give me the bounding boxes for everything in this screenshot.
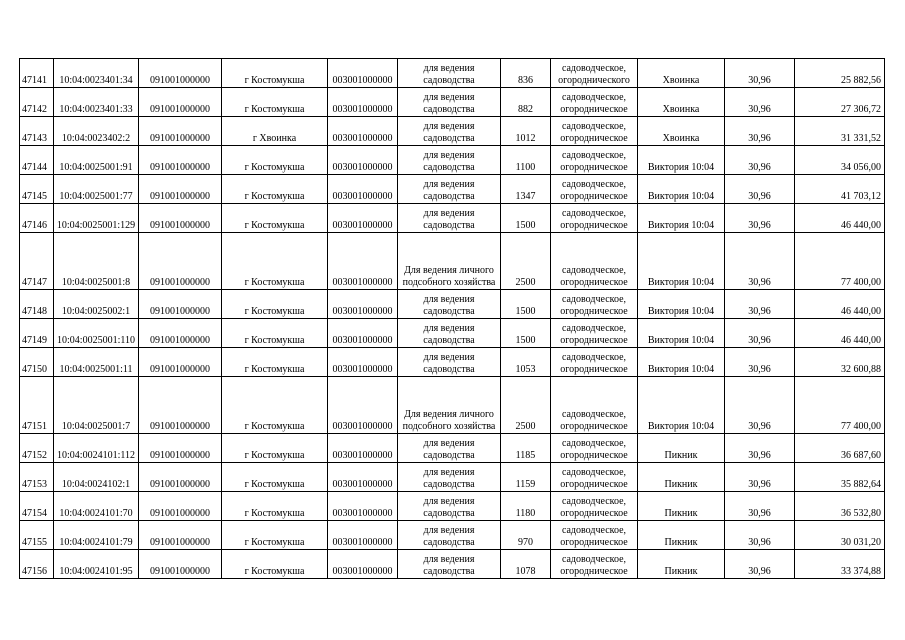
rate-cell: 30,96 [725,377,795,434]
area-cell: 882 [501,88,551,117]
table-row [20,492,885,521]
okato-code-cell: 091001000000 [139,463,222,492]
locality-cell: г Костомукша [222,319,328,348]
association-name-cell: Пикник [638,434,725,463]
rate-cell: 30,96 [725,175,795,204]
cadastral-value-cell: 77 400,00 [795,377,885,434]
association-name-cell: Пикник [638,550,725,579]
locality-cell: г Костомукша [222,463,328,492]
table-row [20,59,885,88]
association-name-cell: Виктория 10:04 [638,146,725,175]
okato-code-cell: 091001000000 [139,175,222,204]
permitted-use-cell: для ведения садоводства [398,146,501,175]
category-cell: садоводческое, огородническое [551,377,638,434]
area-cell: 1180 [501,492,551,521]
association-name-cell: Виктория 10:04 [638,233,725,290]
row-number-cell: 47141 [20,59,54,88]
locality-cell: г Костомукша [222,521,328,550]
table-row [20,377,885,434]
area-cell: 1053 [501,348,551,377]
oktmo-code-cell: 003001000000 [328,146,398,175]
category-cell: садоводческое, огородническое [551,204,638,233]
permitted-use-cell: для ведения садоводства [398,117,501,146]
okato-code-cell: 091001000000 [139,59,222,88]
row-number-cell: 47143 [20,117,54,146]
table-row [20,463,885,492]
okato-code-cell: 091001000000 [139,492,222,521]
cadastral-number-cell: 10:04:0025001:8 [54,233,139,290]
table-row [20,146,885,175]
permitted-use-cell: для ведения садоводства [398,521,501,550]
association-name-cell: Хвоинка [638,59,725,88]
table-row [20,434,885,463]
area-cell: 1347 [501,175,551,204]
category-cell: садоводческое, огородническое [551,521,638,550]
row-number-cell: 47154 [20,492,54,521]
table-row [20,290,885,319]
category-cell: садоводческое, огородническое [551,348,638,377]
area-cell: 1500 [501,319,551,348]
category-cell: садоводческое, огородническое [551,146,638,175]
cadastral-value-cell: 46 440,00 [795,204,885,233]
locality-cell: г Костомукша [222,492,328,521]
cadastral-value-cell: 36 532,80 [795,492,885,521]
locality-cell: г Костомукша [222,233,328,290]
row-number-cell: 47150 [20,348,54,377]
rate-cell: 30,96 [725,88,795,117]
rate-cell: 30,96 [725,492,795,521]
locality-cell: г Костомукша [222,204,328,233]
rate-cell: 30,96 [725,521,795,550]
cadastral-number-cell: 10:04:0024101:112 [54,434,139,463]
rate-cell: 30,96 [725,550,795,579]
area-cell: 1500 [501,204,551,233]
permitted-use-cell: для ведения садоводства [398,59,501,88]
cadastral-number-cell: 10:04:0025001:91 [54,146,139,175]
table-body [20,59,885,579]
permitted-use-cell: для ведения садоводства [398,463,501,492]
oktmo-code-cell: 003001000000 [328,377,398,434]
oktmo-code-cell: 003001000000 [328,204,398,233]
association-name-cell: Пикник [638,521,725,550]
okato-code-cell: 091001000000 [139,146,222,175]
category-cell: садоводческое, огородническое [551,434,638,463]
cadastral-number-cell: 10:04:0024101:70 [54,492,139,521]
association-name-cell: Виктория 10:04 [638,204,725,233]
cadastral-value-cell: 31 331,52 [795,117,885,146]
cadastral-number-cell: 10:04:0024102:1 [54,463,139,492]
oktmo-code-cell: 003001000000 [328,290,398,319]
cadastral-number-cell: 10:04:0023401:33 [54,88,139,117]
row-number-cell: 47142 [20,88,54,117]
association-name-cell: Хвоинка [638,88,725,117]
okato-code-cell: 091001000000 [139,204,222,233]
cadastral-value-cell: 25 882,56 [795,59,885,88]
cadastral-number-cell: 10:04:0025002:1 [54,290,139,319]
permitted-use-cell: для ведения садоводства [398,88,501,117]
permitted-use-cell: для ведения садоводства [398,319,501,348]
table-row [20,233,885,290]
rate-cell: 30,96 [725,434,795,463]
rate-cell: 30,96 [725,146,795,175]
oktmo-code-cell: 003001000000 [328,348,398,377]
cadastral-number-cell: 10:04:0025001:7 [54,377,139,434]
category-cell: садоводческое, огороднического [551,59,638,88]
row-number-cell: 47145 [20,175,54,204]
locality-cell: г Костомукша [222,290,328,319]
okato-code-cell: 091001000000 [139,348,222,377]
land-registry-table [19,58,885,579]
rate-cell: 30,96 [725,233,795,290]
category-cell: садоводческое, огородническое [551,290,638,319]
table-row [20,204,885,233]
locality-cell: г Хвоинка [222,117,328,146]
area-cell: 1185 [501,434,551,463]
category-cell: садоводческое, огородническое [551,175,638,204]
cadastral-value-cell: 46 440,00 [795,319,885,348]
cadastral-number-cell: 10:04:0024101:79 [54,521,139,550]
area-cell: 2500 [501,377,551,434]
table-row [20,348,885,377]
cadastral-value-cell: 46 440,00 [795,290,885,319]
oktmo-code-cell: 003001000000 [328,319,398,348]
rate-cell: 30,96 [725,204,795,233]
area-cell: 2500 [501,233,551,290]
cadastral-value-cell: 32 600,88 [795,348,885,377]
okato-code-cell: 091001000000 [139,233,222,290]
row-number-cell: 47144 [20,146,54,175]
permitted-use-cell: для ведения садоводства [398,204,501,233]
oktmo-code-cell: 003001000000 [328,550,398,579]
cadastral-value-cell: 33 374,88 [795,550,885,579]
permitted-use-cell: для ведения садоводства [398,492,501,521]
locality-cell: г Костомукша [222,175,328,204]
cadastral-value-cell: 35 882,64 [795,463,885,492]
okato-code-cell: 091001000000 [139,290,222,319]
oktmo-code-cell: 003001000000 [328,59,398,88]
cadastral-number-cell: 10:04:0023402:2 [54,117,139,146]
cadastral-value-cell: 36 687,60 [795,434,885,463]
category-cell: садоводческое, огородническое [551,492,638,521]
cadastral-number-cell: 10:04:0024101:95 [54,550,139,579]
area-cell: 1159 [501,463,551,492]
cadastral-value-cell: 34 056,00 [795,146,885,175]
association-name-cell: Хвоинка [638,117,725,146]
okato-code-cell: 091001000000 [139,88,222,117]
table-row [20,175,885,204]
oktmo-code-cell: 003001000000 [328,117,398,146]
cadastral-number-cell: 10:04:0023401:34 [54,59,139,88]
cadastral-number-cell: 10:04:0025001:129 [54,204,139,233]
oktmo-code-cell: 003001000000 [328,175,398,204]
locality-cell: г Костомукша [222,88,328,117]
locality-cell: г Костомукша [222,348,328,377]
area-cell: 1100 [501,146,551,175]
category-cell: садоводческое, огородническое [551,550,638,579]
category-cell: садоводческое, огородническое [551,319,638,348]
okato-code-cell: 091001000000 [139,521,222,550]
row-number-cell: 47149 [20,319,54,348]
cadastral-value-cell: 27 306,72 [795,88,885,117]
association-name-cell: Виктория 10:04 [638,290,725,319]
locality-cell: г Костомукша [222,434,328,463]
area-cell: 970 [501,521,551,550]
okato-code-cell: 091001000000 [139,117,222,146]
category-cell: садоводческое, огородническое [551,117,638,146]
table-row [20,550,885,579]
area-cell: 1078 [501,550,551,579]
rate-cell: 30,96 [725,117,795,146]
row-number-cell: 47146 [20,204,54,233]
category-cell: садоводческое, огородническое [551,88,638,117]
oktmo-code-cell: 003001000000 [328,463,398,492]
permitted-use-cell: для ведения садоводства [398,290,501,319]
permitted-use-cell: Для ведения личного подсобного хозяйства [398,233,501,290]
row-number-cell: 47152 [20,434,54,463]
cadastral-number-cell: 10:04:0025001:77 [54,175,139,204]
oktmo-code-cell: 003001000000 [328,88,398,117]
permitted-use-cell: для ведения садоводства [398,434,501,463]
cadastral-number-cell: 10:04:0025001:11 [54,348,139,377]
association-name-cell: Пикник [638,463,725,492]
oktmo-code-cell: 003001000000 [328,233,398,290]
oktmo-code-cell: 003001000000 [328,521,398,550]
cadastral-value-cell: 77 400,00 [795,233,885,290]
area-cell: 836 [501,59,551,88]
cadastral-value-cell: 41 703,12 [795,175,885,204]
rate-cell: 30,96 [725,59,795,88]
rate-cell: 30,96 [725,463,795,492]
category-cell: садоводческое, огородническое [551,233,638,290]
okato-code-cell: 091001000000 [139,434,222,463]
oktmo-code-cell: 003001000000 [328,492,398,521]
permitted-use-cell: для ведения садоводства [398,550,501,579]
row-number-cell: 47153 [20,463,54,492]
locality-cell: г Костомукша [222,146,328,175]
association-name-cell: Виктория 10:04 [638,175,725,204]
okato-code-cell: 091001000000 [139,377,222,434]
locality-cell: г Костомукша [222,59,328,88]
association-name-cell: Виктория 10:04 [638,319,725,348]
cadastral-number-cell: 10:04:0025001:110 [54,319,139,348]
permitted-use-cell: Для ведения личного подсобного хозяйства [398,377,501,434]
row-number-cell: 47151 [20,377,54,434]
locality-cell: г Костомукша [222,550,328,579]
table-row [20,117,885,146]
table-row [20,319,885,348]
area-cell: 1012 [501,117,551,146]
rate-cell: 30,96 [725,290,795,319]
table-row [20,521,885,550]
oktmo-code-cell: 003001000000 [328,434,398,463]
cadastral-value-cell: 30 031,20 [795,521,885,550]
permitted-use-cell: для ведения садоводства [398,175,501,204]
category-cell: садоводческое, огородническое [551,463,638,492]
okato-code-cell: 091001000000 [139,550,222,579]
row-number-cell: 47148 [20,290,54,319]
row-number-cell: 47156 [20,550,54,579]
table-row [20,88,885,117]
row-number-cell: 47147 [20,233,54,290]
association-name-cell: Пикник [638,492,725,521]
association-name-cell: Виктория 10:04 [638,348,725,377]
okato-code-cell: 091001000000 [139,319,222,348]
area-cell: 1500 [501,290,551,319]
association-name-cell: Виктория 10:04 [638,377,725,434]
rate-cell: 30,96 [725,319,795,348]
permitted-use-cell: для ведения садоводства [398,348,501,377]
row-number-cell: 47155 [20,521,54,550]
locality-cell: г Костомукша [222,377,328,434]
rate-cell: 30,96 [725,348,795,377]
